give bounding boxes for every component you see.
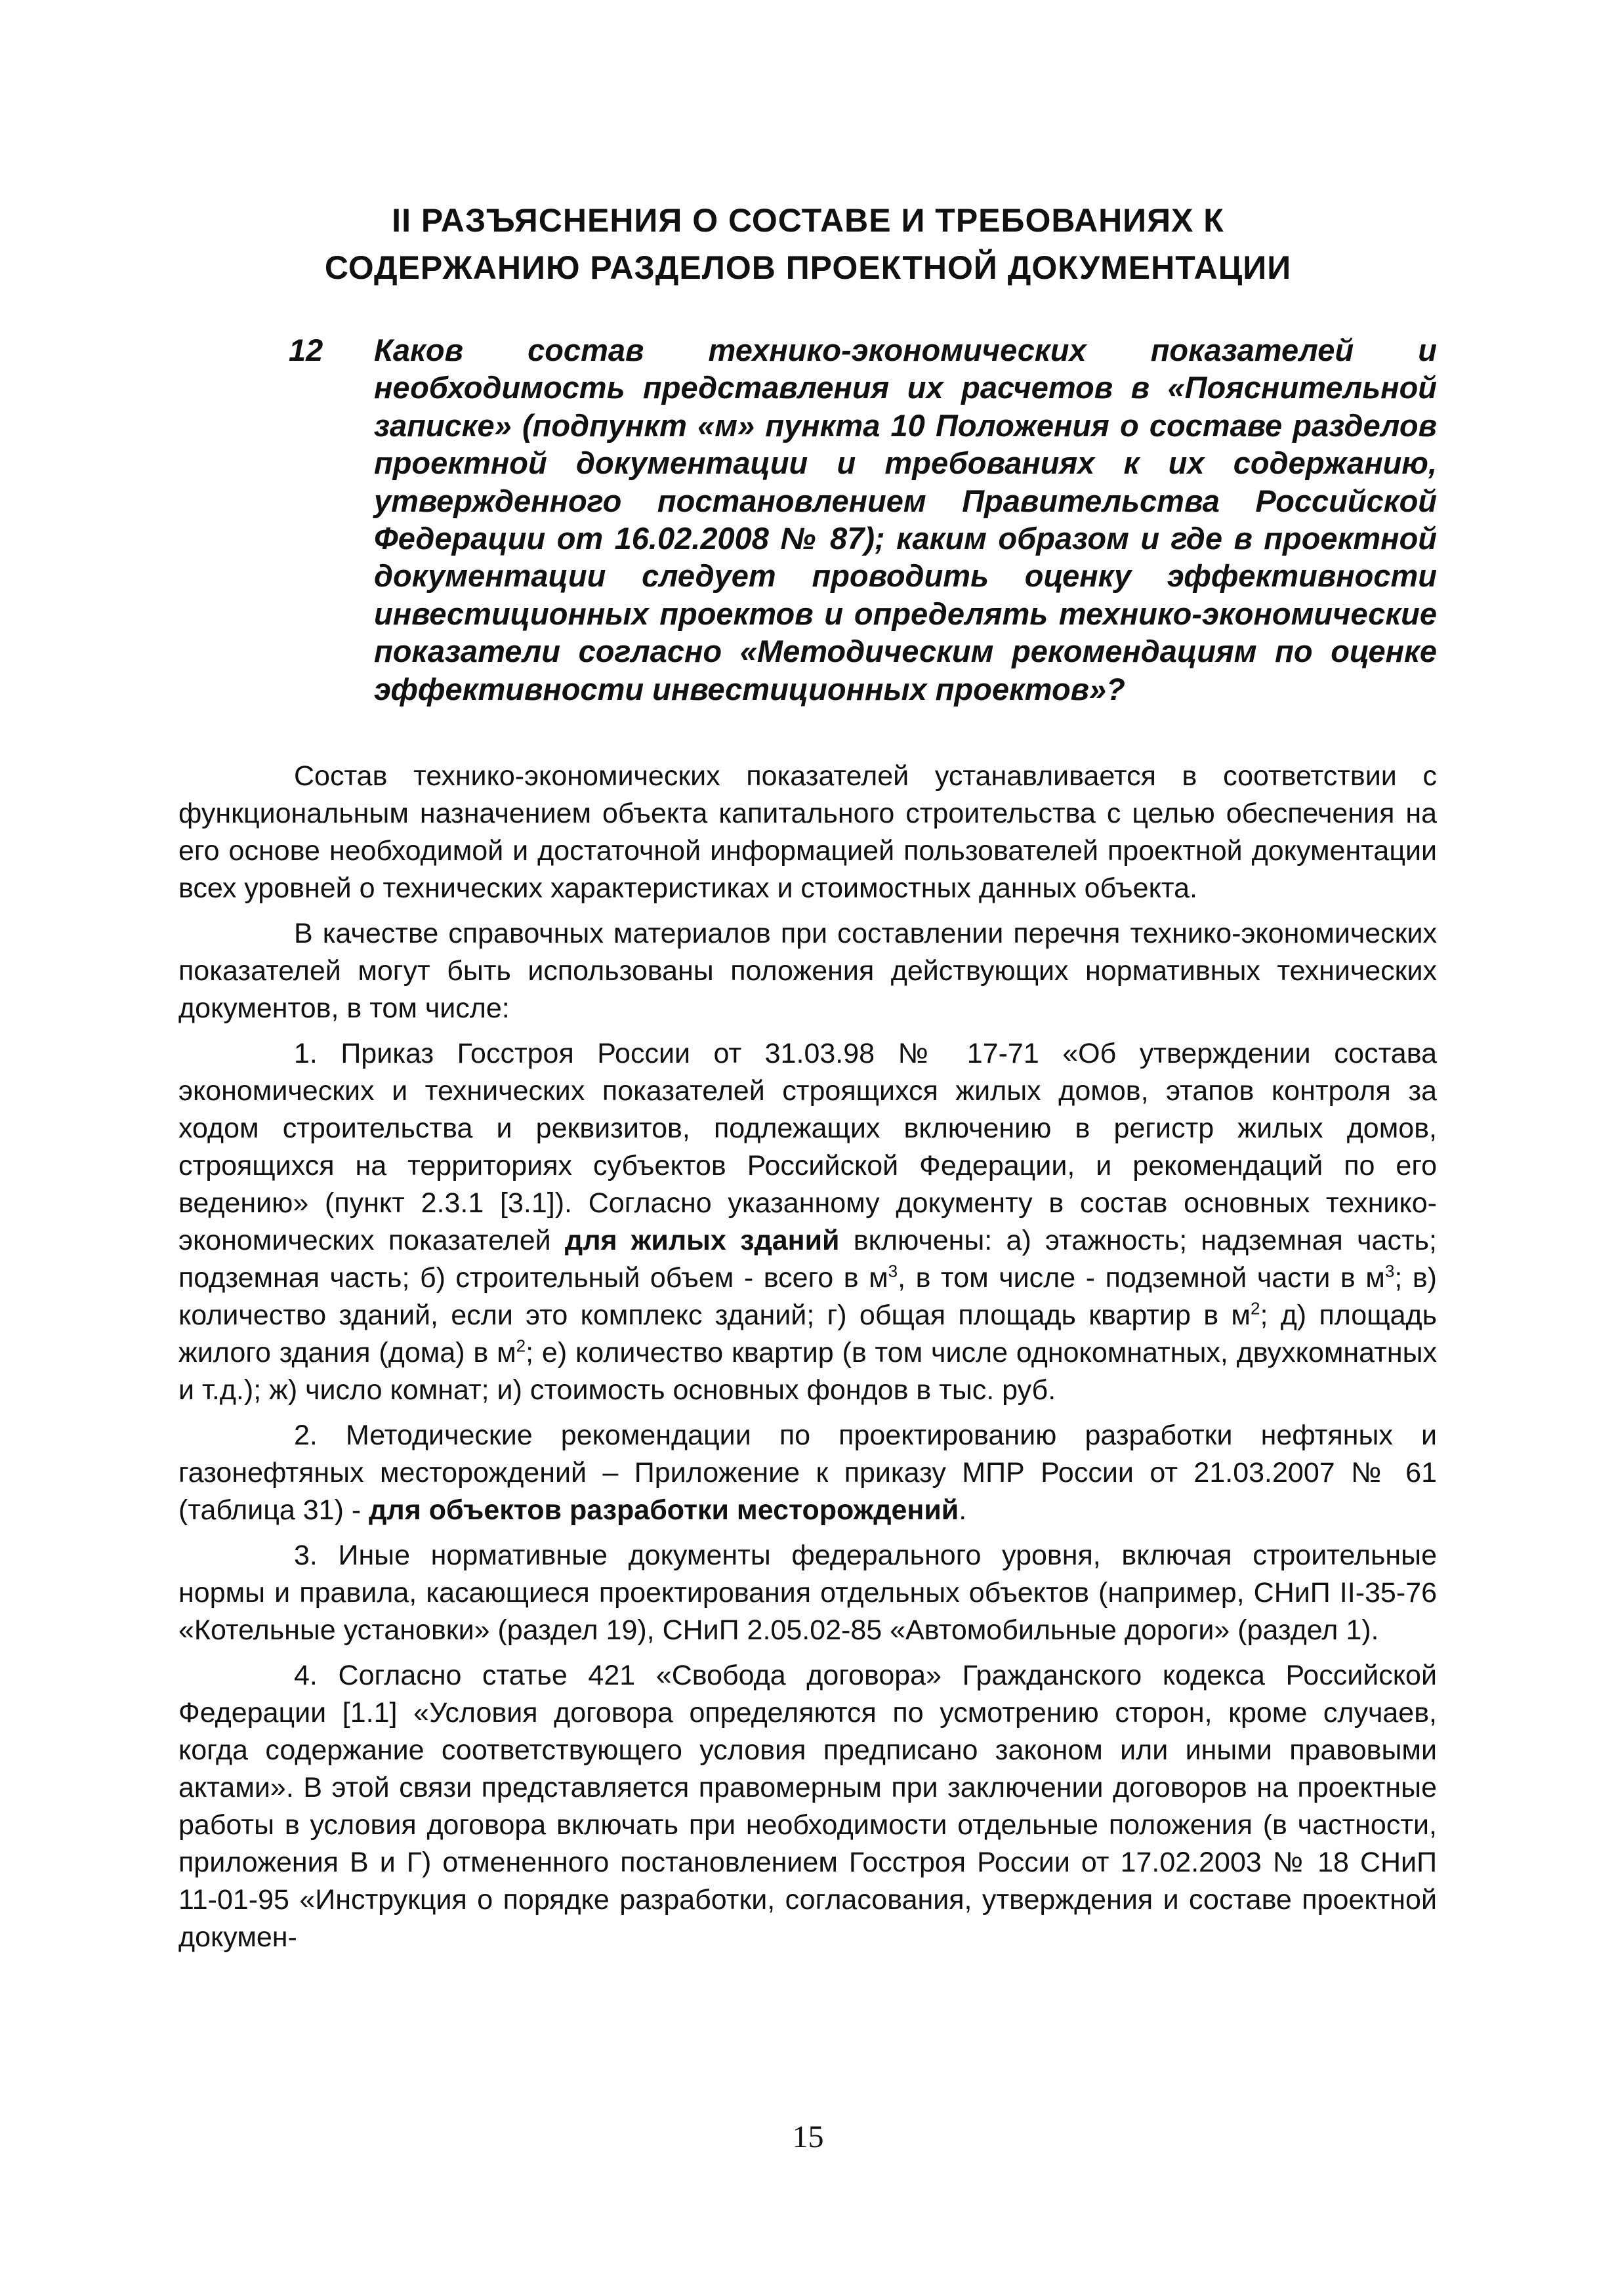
list-item-1-emphasis: для жилых зданий <box>564 1225 840 1256</box>
superscript-3: 3 <box>888 1261 898 1281</box>
list-item-2-emphasis: для объектов разработки месторождений <box>369 1494 959 1526</box>
superscript-3b: 3 <box>1384 1261 1395 1281</box>
superscript-2: 2 <box>1250 1298 1260 1319</box>
answer-body <box>178 758 1437 1964</box>
list-item-2-end: . <box>959 1494 967 1526</box>
answer-paragraph-2: В качестве справочных материалов при составлении перечня технико-экономических показателей могут быть использованы положения действующих нормативных технических документов, в том числе: <box>178 918 1437 1024</box>
section-heading-line-2: СОДЕРЖАНИЮ РАЗДЕЛОВ ПРОЕКТНОЙ ДОКУМЕНТАЦИИ <box>324 249 1292 286</box>
list-item-3: 3. Иные нормативные документы федерального уровня, включая строительные нормы и правила, касающиеся проектирования отдельных объектов (например, СНиП II-35-76 «Котельные установки» (раздел 19), СНиП 2.05.02-85 «Автомобильные дороги» (раздел 1). <box>178 1540 1437 1646</box>
list-item-1-text-cont: включены: а) этажность; надземная часть; подземная часть; б) строительный объем - всего в м <box>178 1225 1437 1294</box>
page-number: 15 <box>792 2120 824 2154</box>
list-item-2 <box>178 1417 1437 1529</box>
list-item-2-text: 2. Методические рекомендации по проектированию разработки нефтяных и газонефтяных месторождений – Приложение к приказу МПР России от 21.03.2007 № 61 (таблица 31) - <box>178 1420 1437 1526</box>
question-block <box>289 331 1437 708</box>
superscript-2b: 2 <box>516 1336 526 1356</box>
answer-paragraph-1: Состав технико-экономических показателей устанавливается в соответствии с функциональным назначением объекта капитального строительства с целью обеспечения на его основе необходимой и достаточной информацией пользователей проектной документации всех уровней о технических характеристиках и стоимостных данных объекта. <box>178 760 1437 904</box>
list-item-1 <box>178 1035 1437 1409</box>
question-text: Каков состав технико-экономических показателей и необходимость представления их расчетов в «Пояснительной записке» (подпункт «м» пункта 10 Положения о составе разделов проектной документации и требованиях к их содержанию, утвержденного постановлением Правительства Российской Федерации от 16.02.2008 № 87); каким образом и где в проектной документации следует проводить оценку эффективности инвестиционных проектов и определять технико-экономические показатели согласно «Методическим рекомендациям по оценке эффективности инвестиционных проектов»? <box>374 333 1437 707</box>
section-heading-line-1: II РАЗЪЯСНЕНИЯ О СОСТАВЕ И ТРЕБОВАНИЯХ К <box>392 202 1224 239</box>
list-item-1-text-cont4: ; д) площадь жилого здания (дома) в м <box>178 1300 1438 1368</box>
list-item-1-text-cont2: , в том числе - подземной части в м <box>898 1262 1385 1294</box>
list-item-1-text-cont3: ; в) количество зданий, если это комплекс зданий; г) общая площадь квартир в м <box>178 1262 1437 1331</box>
list-item-1-text-cont5: ; е) количество квартир (в том числе однокомнатных, двухкомнатных и т.д.); ж) число комнат; и) стоимость основных фондов в тыс. руб. <box>178 1337 1437 1406</box>
list-item-4: 4. Согласно статье 421 «Свобода договора» Гражданского кодекса Российской Федерации [1.1] «Условия договора определяются по усмотрению сторон, кроме случаев, когда содержание соответствующего условия предписано законом или иными правовыми актами». В этой связи представляется правомерным при заключении договоров на проектные работы в условия договора включать при необходимости отдельные положения (в частности, приложения В и Г) отмененного постановлением Госстроя России от 17.02.2003 № 18 СНиП 11-01-95 «Инструкция о порядке разработки, согласования, утверждения и составе проектной докумен- <box>178 1660 1437 1953</box>
section-heading <box>0 197 1616 291</box>
list-item-1-text: 1. Приказ Госстроя России от 31.03.98 № 17-71 «Об утверждении состава экономических и технических показателей строящихся жилых домов, этапов контроля за ходом строительства и реквизитов, подлежащих включению в регистр жилых домов, строящихся на территориях субъектов Российской Федерации, и рекомендаций по его ведению» (пункт 2.3.1 [3.1]). Согласно указанному документу в состав основных технико-экономических показателей <box>178 1038 1437 1256</box>
question-number: 12 <box>289 333 323 367</box>
